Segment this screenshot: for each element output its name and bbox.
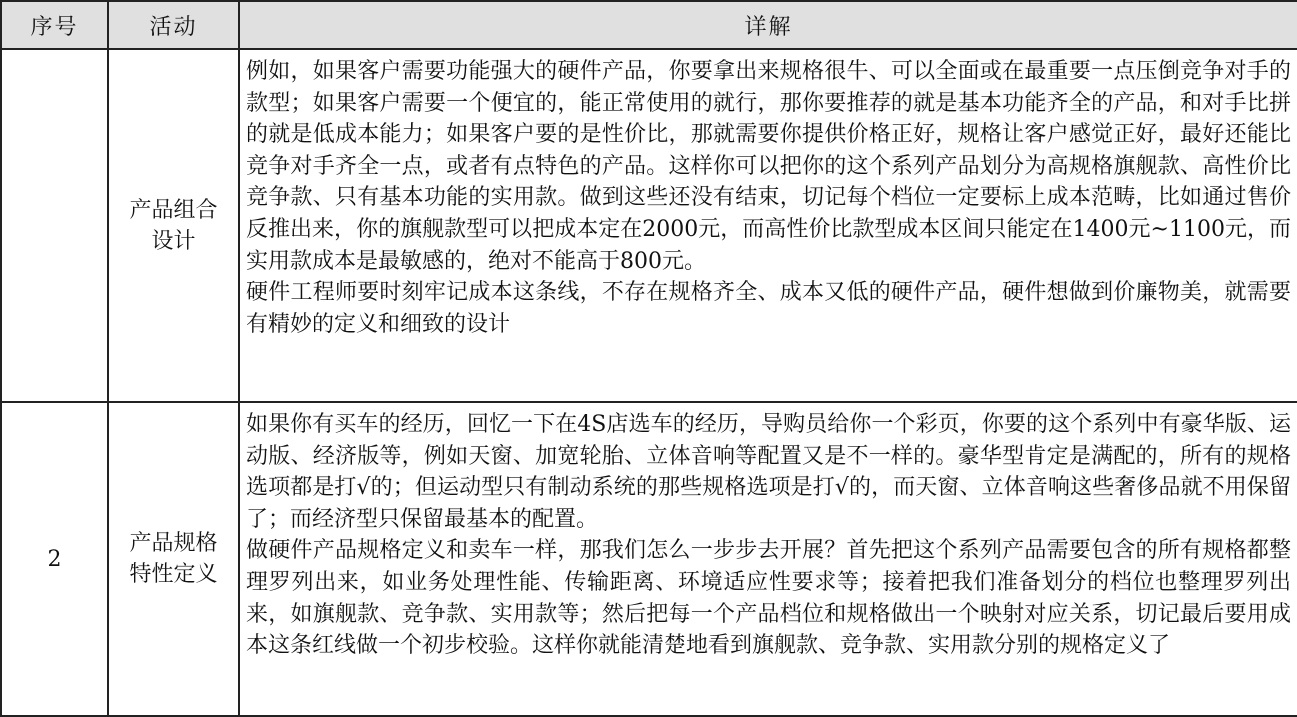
row-activity-cell: [108, 402, 239, 716]
header-activity: 活动: [108, 1, 239, 49]
activity-line: 产品规格: [129, 531, 218, 556]
header-number: 序号: [1, 1, 108, 49]
activity-line: 特性定义: [129, 562, 218, 587]
activity-line: 产品组合: [129, 197, 218, 223]
detail-paragraph: 做硬件产品规格定义和卖车一样，那我们怎么一步步去开展？首先把这个系列产品需要包含的所有规格都整理罗列出来，如业务处理性能、传输距离、环境适应性要求等；接着把我们准备划分的档位也整理罗列出来，如旗舰款、竞争款、实用款等；然后把每一个产品档位和规格做出一个映射对应关系，切记最后要用成本这条红线做一个初步校验。这样你就能清楚地看到旗舰款、竞争款、实用款分别的规格定义了: [246, 538, 1291, 659]
row-number-cell: 2: [1, 402, 108, 716]
table-row: [1, 49, 1297, 402]
row-detail-cell: [239, 49, 1297, 402]
row-activity-cell: [108, 49, 239, 402]
table-header-row: [1, 1, 1297, 49]
detail-paragraph: 硬件工程师要时刻牢记成本这条线，不存在规格齐全、成本又低的硬件产品，硬件想做到价廉物美，就需要有精妙的定义和细致的设计: [246, 280, 1291, 337]
table-row: [1, 402, 1297, 716]
activity-line: 设计: [151, 228, 196, 254]
detail-paragraph: 例如，如果客户需要功能强大的硬件产品，你要拿出来规格很牛、可以全面或在最重要一点压倒竞争对手的款型；如果客户需要一个便宜的，能正常使用的就行，那你要推荐的就是基本功能齐全的产品，和对手比拼的就是低成本能力；如果客户要的是性价比，那就需要你提供价格正好，规格让客户感觉正好，最好还能比竞争对手齐全一点，或者有点特色的产品。这样你可以把你的这个系列产品划分为高规格旗舰款、高性价比竞争款、只有基本功能的实用款。做到这些还没有结束，切记每个档位一定要标上成本范畴，比如通过售价反推出来，你的旗舰款型可以把成本定在2000元，而高性价比款型成本区间只能定在1400元~1100元，而实用款成本是最敏感的，绝对不能高于800元。: [246, 59, 1291, 274]
detail-paragraph: 如果你有买车的经历，回忆一下在4S店选车的经历，导购员给你一个彩页，你要的这个系列中有豪华版、运动版、经济版等，例如天窗、加宽轮胎、立体音响等配置又是不一样的。豪华型肯定是满配的，所有的规格选项都是打√的；但运动型只有制动系统的那些规格选项是打√的，而天窗、立体音响这些奢侈品就不用保留了；而经济型只保留最基本的配置。: [246, 412, 1291, 532]
row-detail-cell: [239, 402, 1297, 716]
row-number-cell: [1, 49, 108, 402]
header-detail: 详解: [239, 1, 1297, 49]
